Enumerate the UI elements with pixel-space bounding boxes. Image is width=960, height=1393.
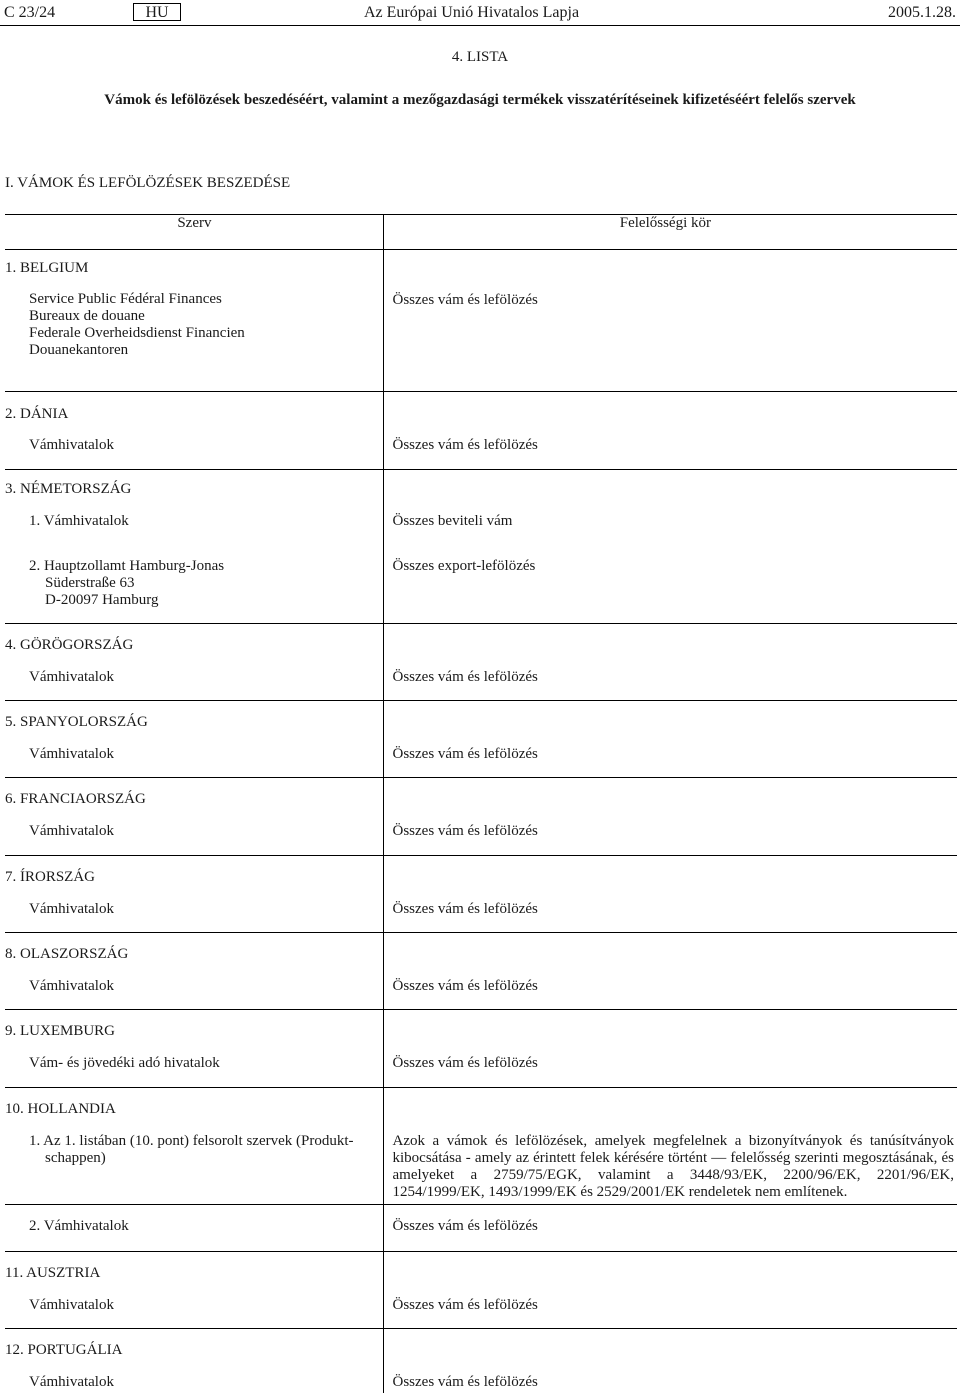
scope-cell <box>383 470 957 624</box>
section-title: I. VÁMOK ÉS LEFÖLÖZÉSEK BESZEDÉSE <box>5 175 290 192</box>
scope-text: Összes beviteli vám <box>393 513 958 530</box>
table-row <box>5 470 957 624</box>
body-name <box>5 1133 383 1167</box>
body-name: Vám- és jövedéki adó hivatalok <box>5 1055 383 1072</box>
body-line: schappen) <box>29 1150 383 1167</box>
column-header-scope: Felelősségi kör <box>383 215 957 250</box>
body-cell <box>5 1329 383 1393</box>
scope-text: Összes vám és lefölözés <box>393 1374 958 1391</box>
body-name <box>5 291 383 359</box>
journal-title: Az Európai Unió Hivatalos Lapja <box>364 4 579 21</box>
body-line: Service Public Fédéral Finances <box>29 291 383 308</box>
scope-text: Összes vám és lefölözés <box>393 1055 958 1072</box>
body-line: Douanekantoren <box>29 342 383 359</box>
table-row <box>5 1329 957 1393</box>
body-name: Vámhivatalok <box>5 437 383 454</box>
country-heading: 4. GÖRÖGORSZÁG <box>5 637 383 654</box>
country-heading: 11. AUSZTRIA <box>5 1265 383 1282</box>
scope-text: Összes vám és lefölözés <box>393 669 958 686</box>
scope-text: Összes vám és lefölözés <box>393 901 958 918</box>
body-cell <box>5 1088 383 1205</box>
scope-cell <box>383 856 957 933</box>
body-name: Vámhivatalok <box>5 1374 383 1391</box>
body-name: Vámhivatalok <box>5 1297 383 1314</box>
body-name: Vámhivatalok <box>5 746 383 763</box>
table-row <box>5 1088 957 1205</box>
scope-cell <box>383 250 957 392</box>
country-heading: 10. HOLLANDIA <box>5 1101 383 1118</box>
body-line: 1. Az 1. listában (10. pont) felsorolt szervek (Produkt- <box>29 1133 383 1150</box>
country-heading: 7. ÍRORSZÁG <box>5 869 383 886</box>
country-heading: 1. BELGIUM <box>5 260 383 277</box>
table-row <box>5 778 957 856</box>
language-box: HU <box>133 3 181 21</box>
scope-text: Összes vám és lefölözés <box>393 978 958 995</box>
body-line: D-20097 Hamburg <box>29 592 383 609</box>
scope-cell <box>383 1205 957 1252</box>
table-row <box>5 392 957 470</box>
page-header <box>0 3 960 26</box>
country-heading: 8. OLASZORSZÁG <box>5 946 383 963</box>
body-name: Vámhivatalok <box>5 669 383 686</box>
body-cell <box>5 470 383 624</box>
scope-text: Összes export-lefölözés <box>393 558 958 575</box>
table-row <box>5 856 957 933</box>
body-name <box>5 558 383 609</box>
publication-date: 2005.1.28. <box>888 4 956 21</box>
body-cell <box>5 1205 383 1252</box>
scope-cell <box>383 701 957 778</box>
scope-cell <box>383 1329 957 1393</box>
scope-text: Összes vám és lefölözés <box>393 746 958 763</box>
scope-cell <box>383 778 957 856</box>
scope-text: Azok a vámok és lefölözések, amelyek megfelelnek a bizonyítványok és tanúsítványok kibocsátása - amely az érintett felek kérésére történt — felelősség szerinti megosztásának, és amelyeket a 2759/75/EGK, valamint a 3448/93/EK, 2200/96/EK, 2201/96/EK, 1254/1999/EK, 1493/1999/EK és 2529/2001/EK rendeletek nem említenek. <box>393 1133 958 1201</box>
scope-cell <box>383 1088 957 1205</box>
scope-cell <box>383 1252 957 1329</box>
table-row <box>5 1205 957 1252</box>
column-header-body: Szerv <box>5 215 383 250</box>
table-row <box>5 933 957 1010</box>
body-cell <box>5 701 383 778</box>
scope-text: Összes vám és lefölözés <box>393 292 958 309</box>
country-heading: 5. SPANYOLORSZÁG <box>5 714 383 731</box>
body-name: Vámhivatalok <box>5 978 383 995</box>
body-cell <box>5 1252 383 1329</box>
body-name: Vámhivatalok <box>5 901 383 918</box>
country-heading: 2. DÁNIA <box>5 406 383 423</box>
body-cell <box>5 250 383 392</box>
scope-text: Összes vám és lefölözés <box>393 437 958 454</box>
table-header-row <box>5 215 957 250</box>
scope-cell <box>383 933 957 1010</box>
body-line: Bureaux de douane <box>29 308 383 325</box>
body-line: 2. Hauptzollamt Hamburg-Jonas <box>29 558 383 575</box>
scope-text: Összes vám és lefölözés <box>393 1297 958 1314</box>
body-name: Vámhivatalok <box>5 823 383 840</box>
body-cell <box>5 856 383 933</box>
body-cell <box>5 778 383 856</box>
scope-cell <box>383 1010 957 1088</box>
country-heading: 6. FRANCIAORSZÁG <box>5 791 383 808</box>
bodies-table <box>5 214 957 1393</box>
table-row <box>5 1252 957 1329</box>
page-reference: C 23/24 <box>4 4 55 21</box>
table-row <box>5 250 957 392</box>
table-row <box>5 624 957 701</box>
body-cell <box>5 392 383 470</box>
body-line: Süderstraße 63 <box>29 575 383 592</box>
scope-cell <box>383 624 957 701</box>
body-cell <box>5 624 383 701</box>
country-heading: 3. NÉMETORSZÁG <box>5 481 383 498</box>
body-line: Federale Overheidsdienst Financien <box>29 325 383 342</box>
body-cell <box>5 933 383 1010</box>
country-heading: 9. LUXEMBURG <box>5 1023 383 1040</box>
country-heading: 12. PORTUGÁLIA <box>5 1342 383 1359</box>
scope-text: Összes vám és lefölözés <box>393 823 958 840</box>
scope-cell <box>383 392 957 470</box>
list-number: 4. LISTA <box>0 49 960 66</box>
scope-text: Összes vám és lefölözés <box>393 1218 958 1235</box>
body-cell <box>5 1010 383 1088</box>
body-name: 2. Vámhivatalok <box>5 1218 383 1235</box>
table-row <box>5 701 957 778</box>
table-row <box>5 1010 957 1088</box>
body-name: 1. Vámhivatalok <box>5 513 383 530</box>
document-title: Vámok és lefölözések beszedéséért, valamint a mezőgazdasági termékek visszatérítéseinek kifizetéséért felelős szervek <box>70 91 890 109</box>
